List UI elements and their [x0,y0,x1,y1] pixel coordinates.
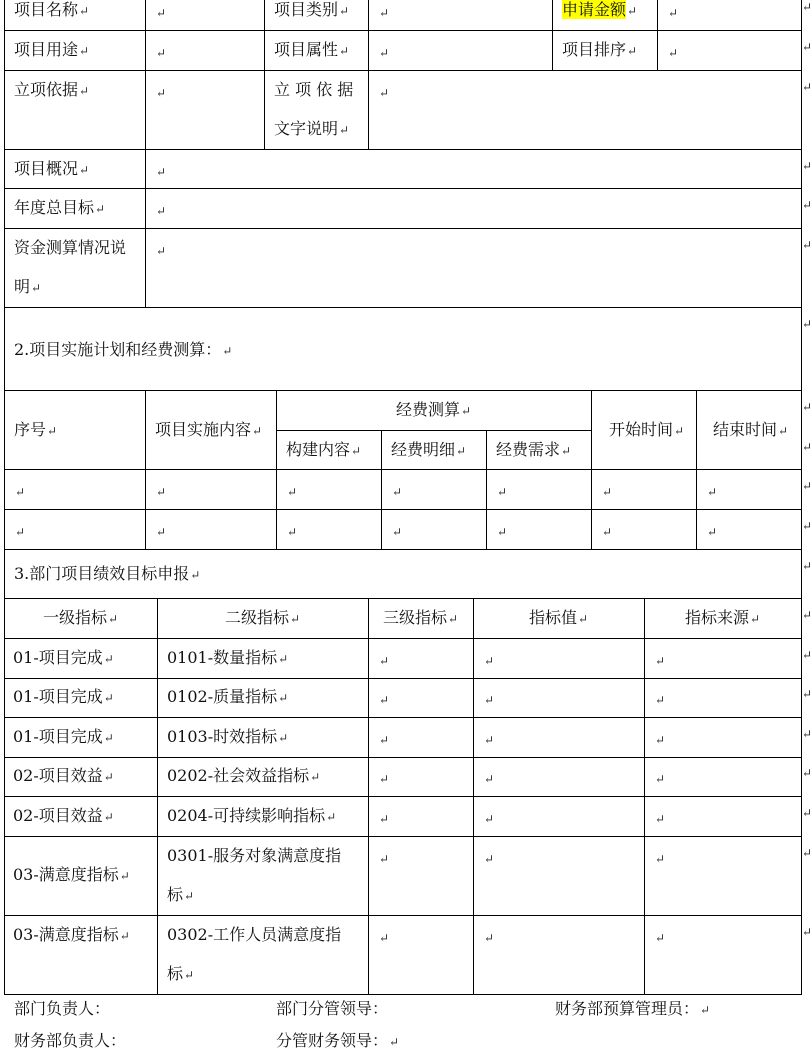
label-fund-calc-2: 明↵ [14,277,42,296]
header-fund: 经费测算↵ [395,400,472,419]
row-end-mark: ↵ [801,198,812,212]
cell-level2: 0103-时效指标↵ [167,727,289,746]
row-end-mark: ↵ [801,238,812,252]
input-project-rank[interactable]: ↵ [668,46,679,60]
cell-level3[interactable]: ↵ [379,852,390,866]
cell-level3[interactable]: ↵ [379,733,390,747]
cell[interactable]: ↵ [15,525,26,539]
cell-level3[interactable]: ↵ [379,654,390,668]
cell[interactable]: ↵ [707,485,718,499]
input-fund-calc[interactable]: ↵ [156,244,167,258]
label-basis-text-2: 文字说明↵ [274,119,350,138]
cell[interactable]: ↵ [392,485,403,499]
cell-level1: 01-项目完成↵ [13,648,114,667]
cell[interactable]: ↵ [602,485,613,499]
row-end-mark: ↵ [801,925,812,939]
header-end: 结束时间↵ [713,420,789,439]
label-basis-text-1: 立 项 依 据 [274,80,354,99]
cell-level1: 03-满意度指标↵ [13,925,130,944]
input-annual-goal[interactable]: ↵ [156,204,167,218]
cell-value[interactable]: ↵ [484,772,495,786]
subheader-build: 构建内容↵ [286,440,362,459]
row-end-mark: ↵ [801,608,812,622]
row-end-mark: ↵ [801,400,812,414]
cell-source[interactable]: ↵ [655,852,666,866]
cell-level1: 01-项目完成↵ [13,727,114,746]
row-end-mark: ↵ [801,687,812,701]
cell-value[interactable]: ↵ [484,852,495,866]
cell-level3[interactable]: ↵ [379,931,390,945]
row-end-mark: ↵ [801,727,812,741]
cell-level1: 01-项目完成↵ [13,687,114,706]
cell-level1: 02-项目效益↵ [13,806,114,825]
row-end-mark: ↵ [801,317,812,331]
row-end-mark: ↵ [801,159,812,173]
row-end-mark: ↵ [801,766,812,780]
cell-value[interactable]: ↵ [484,654,495,668]
row-end-mark: ↵ [801,648,812,662]
row-end-mark: ↵ [801,519,812,533]
cell-value[interactable]: ↵ [484,733,495,747]
cell-source[interactable]: ↵ [655,693,666,707]
cell[interactable]: ↵ [497,525,508,539]
header-content: 项目实施内容↵ [155,420,263,439]
input-overview[interactable]: ↵ [156,165,167,179]
cell-level3[interactable]: ↵ [379,812,390,826]
cell[interactable]: ↵ [156,485,167,499]
section2-title: 2.项目实施计划和经费测算：↵ [14,340,233,359]
input-project-name[interactable]: ↵ [156,6,167,20]
cell-value[interactable]: ↵ [484,812,495,826]
row-end-mark: ↵ [801,80,812,94]
row-end-mark: ↵ [801,559,812,573]
cell[interactable]: ↵ [287,485,298,499]
cell-level2: 0202-社会效益指标↵ [167,766,321,785]
input-project-type[interactable]: ↵ [379,6,390,20]
header-level1: 一级指标↵ [42,608,119,627]
input-basis-text[interactable]: ↵ [379,86,390,100]
label-fund-calc-1: 资金测算情况说 [14,238,127,257]
row-end-mark: ↵ [801,806,812,820]
label-project-attr: 项目属性↵ [274,40,350,59]
row-end-mark: ↵ [801,440,812,454]
cell-level2: 0101-数量指标↵ [167,648,289,667]
row-end-mark: ↵ [801,0,812,14]
cell-level1: 03-满意度指标↵ [13,865,130,884]
cell-source[interactable]: ↵ [655,733,666,747]
input-project-attr[interactable]: ↵ [379,46,390,60]
cell-level2: 0204-可持续影响指标↵ [167,806,337,825]
cell[interactable]: ↵ [497,485,508,499]
label-annual-goal: 年度总目标↵ [14,198,106,217]
row-end-mark: ↵ [801,479,812,493]
cell-level2: 0102-质量指标↵ [167,687,289,706]
dept-head-label: 部门负责人： [14,999,111,1018]
cell[interactable]: ↵ [15,485,26,499]
section3-title: 3.部门项目绩效目标申报↵ [14,564,201,583]
cell-level2-cont: 标↵ [167,964,195,983]
subheader-detail: 经费明细↵ [391,440,467,459]
input-project-use[interactable]: ↵ [156,46,167,60]
cell-level3[interactable]: ↵ [379,693,390,707]
cell-source[interactable]: ↵ [655,772,666,786]
cell[interactable]: ↵ [602,525,613,539]
dept-leader-label: 部门分管领导： [276,999,389,1018]
input-apply-amount[interactable]: ↵ [668,6,679,20]
cell-source[interactable]: ↵ [655,931,666,945]
header-level3: 三级指标↵ [382,608,459,627]
label-project-rank: 项目排序↵ [562,40,638,59]
cell-source[interactable]: ↵ [655,812,666,826]
cell[interactable]: ↵ [392,525,403,539]
cell-value[interactable]: ↵ [484,931,495,945]
cell-level1: 02-项目效益↵ [13,766,114,785]
cell[interactable]: ↵ [287,525,298,539]
label-project-use: 项目用途↵ [14,40,90,59]
fin-head-label: 财务部负责人： [14,1031,127,1050]
label-project-name: 项目名称↵ [14,0,90,19]
label-project-type: 项目类别↵ [274,0,350,19]
header-source: 指标来源↵ [684,608,761,627]
input-basis[interactable]: ↵ [156,86,167,100]
label-overview: 项目概况↵ [14,159,90,178]
label-basis: 立项依据↵ [14,80,90,99]
cell-value[interactable]: ↵ [484,693,495,707]
cell[interactable]: ↵ [707,525,718,539]
header-start: 开始时间↵ [609,420,685,439]
cell-level3[interactable]: ↵ [379,772,390,786]
cell-source[interactable]: ↵ [655,654,666,668]
cell-level2-cont: 标↵ [167,885,195,904]
header-level2: 二级指标↵ [224,608,301,627]
label-apply-amount: 申请金额↵ [562,0,638,19]
cell[interactable]: ↵ [156,525,167,539]
header-value: 指标值↵ [528,608,589,627]
row-end-mark: ↵ [801,846,812,860]
row-end-mark: ↵ [801,40,812,54]
cell-level2: 0302-工作人员满意度指 [167,925,342,944]
cell-level2: 0301-服务对象满意度指 [167,846,342,865]
header-seq: 序号↵ [14,420,58,439]
fin-budget-label: 财务部预算管理员：↵ [555,999,711,1018]
subheader-need: 经费需求↵ [496,440,572,459]
fin-leader-label: 分管财务领导：↵ [276,1031,400,1050]
